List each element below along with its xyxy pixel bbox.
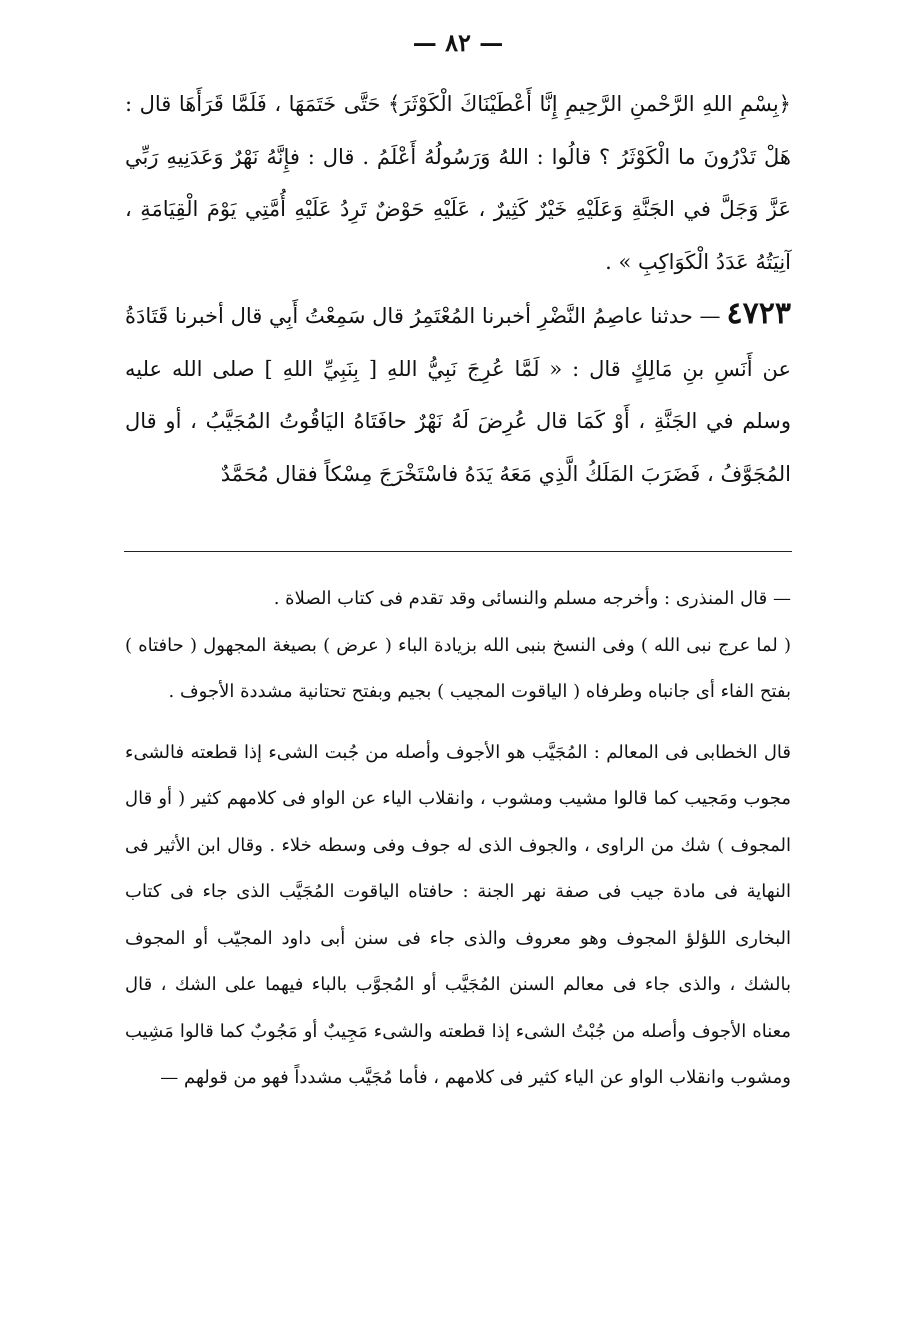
footnote-divider bbox=[124, 551, 792, 552]
commentary bbox=[125, 576, 791, 1102]
hadith-text bbox=[125, 78, 791, 500]
hadith-4723-text: — حدثنا عاصِمُ النَّضْرِ أخبرنا المُعْتَمِرُ قال سَمِعْتُ أَبِي قال أخبرنا قَتَادَةُ عن أَنَسِ بنِ مَالِكٍ قال : « لَمَّا عُرِجَ نَبِيُّ اللهِ [ بِنَبِيِّ اللهِ ] صلى الله عليه وسلم في الجَنَّةِ ، أَوْ كَمَا قال عُرِضَ لَهُ نَهْرٌ حافَتَاهُ اليَاقُوتُ المُجَيَّبُ ، أو قال المُجَوَّفُ ، فَضَرَبَ المَلَكُ الَّذِي مَعَهُ يَدَهُ فاسْتَخْرَجَ مِسْكاً فقال مُحَمَّدٌ bbox=[125, 304, 791, 486]
commentary-glosses: ( لما عرج نبى الله ) وفى النسخ بنبى الله بزيادة الباء ( عرض ) بصيغة المجهول ( حافتاه ) بفتح الفاء أى جانباه وطرفاه ( الياقوت المجيب ) بجيم وبفتح تحتانية مشددة الأجوف . bbox=[125, 634, 791, 702]
hadith-number: ٤٧٢٣ bbox=[726, 296, 791, 331]
hadith-4723 bbox=[125, 288, 791, 500]
hadith-4722-ending: ﴿بِسْمِ اللهِ الرَّحْمنِ الرَّحِيمِ إِنَّا أَعْطَيْنَاكَ الْكَوْثَرَ﴾ حَتَّى خَتَمَهَا ، فَلَمَّا قَرَأَهَا قال : هَلْ تَدْرُونَ ما الْكَوْثَرُ ؟ قالُوا : اللهُ وَرَسُولُهُ أَعْلَمُ . قال : فإِنَّهُ نَهْرٌ وَعَدَنِيهِ رَبِّي عَزَّ وَجَلَّ في الجَنَّةِ وَعَلَيْهِ خَيْرٌ كَثِيرٌ ، عَلَيْهِ حَوْضٌ تَرِدُ عَلَيْهِ أُمَّتِي يَوْمَ الْقِيَامَةِ ، آنِيَتُهُ عَدَدُ الْكَوَاكِبِ » . bbox=[125, 92, 791, 274]
commentary-khattabi: قال الخطابى فى المعالم : المُجَيَّب هو الأجوف وأصله من جُبت الشىء إذا قطعته فالشىء مجوب ومَجيب كما قالوا مشيب ومشوب ، وانقلاب الياء عن الواو فى كلامهم كثير ( أو قال المجوف ) شك من الراوى ، والجوف الذى له جوف وفى وسطه خلاء . وقال ابن الأثير فى النهاية فى مادة جيب فى صفة نهر الجنة : حافتاه الياقوت المُجَيَّب الذى جاء فى كتاب البخارى اللؤلؤ المجوف وهو معروف والذى جاء فى سنن أبى داود المجيّب أو المجوف بالشك ، والذى جاء فى معالم السنن المُجَيَّب أو المُجوَّب بالباء فيهما على الشك ، قال معناه الأجوف وأصله من جُبْتُ الشىء إذا قطعته والشىء مَجِيبٌ أو مَجُوبٌ كما قالوا مَشِيب ومشوب وانقلاب الواو عن الياء كثير فى كلامهم ، فأما مُجَيَّب مشدداً فهو من قولهم — bbox=[125, 741, 791, 1088]
commentary-mundhiri: — قال المنذرى : وأخرجه مسلم والنسائى وقد تقدم فى كتاب الصلاة . bbox=[273, 588, 791, 609]
page-number: — ٨٢ — bbox=[412, 28, 504, 57]
